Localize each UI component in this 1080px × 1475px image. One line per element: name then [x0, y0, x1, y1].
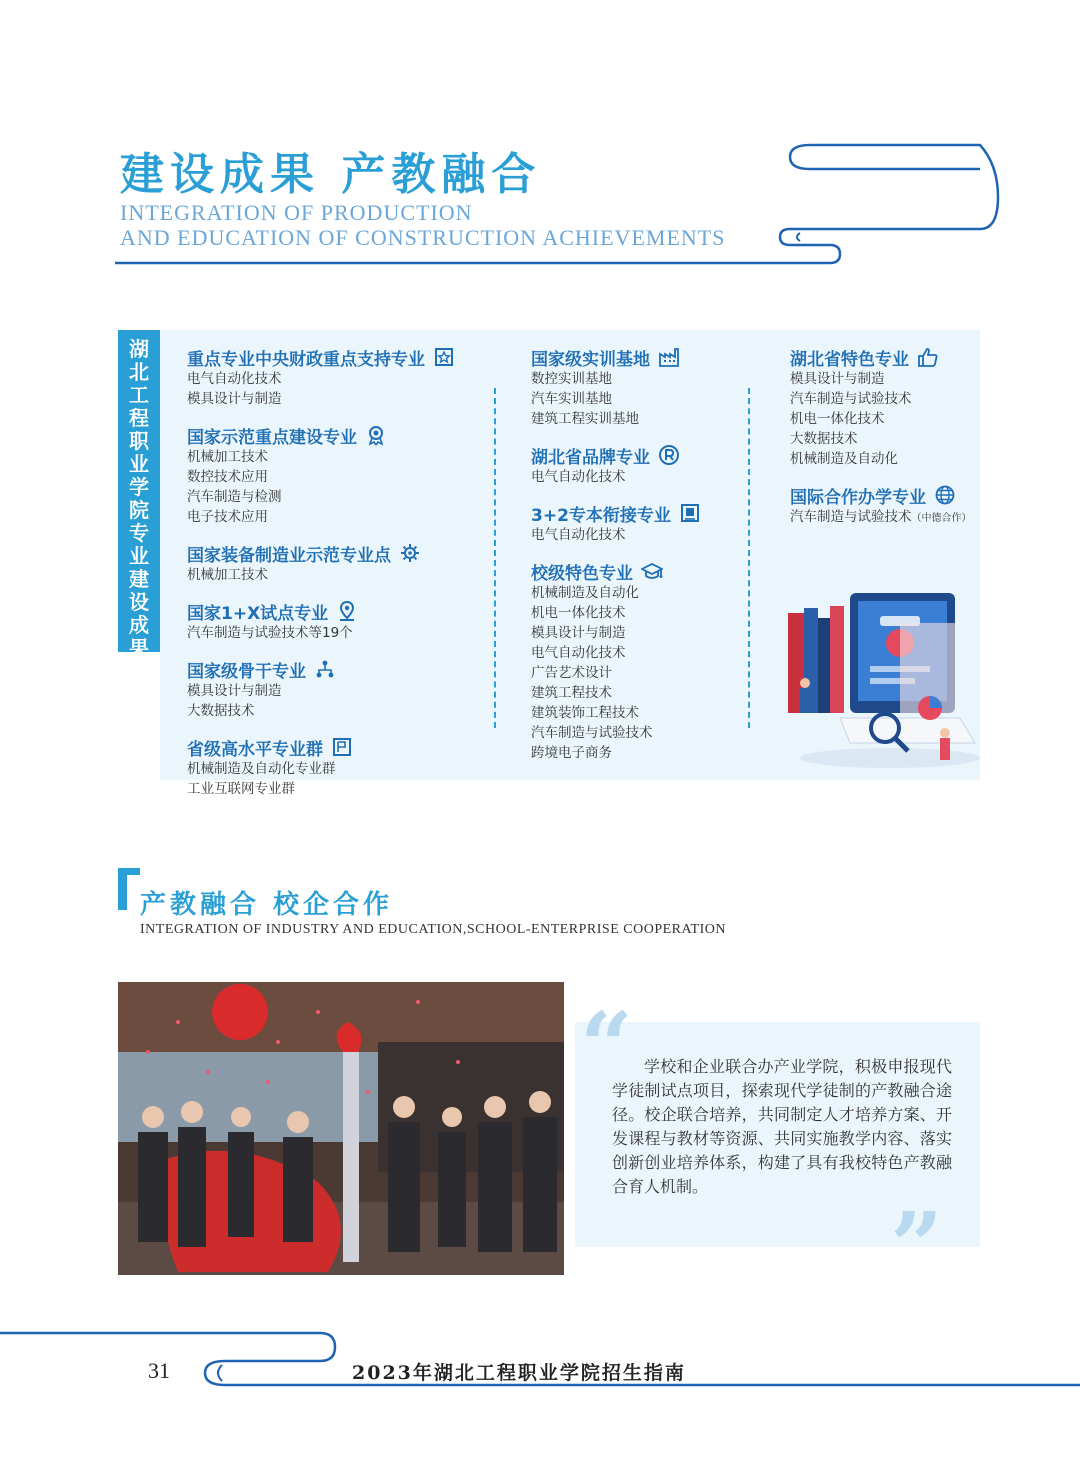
category-heading: [187, 657, 487, 681]
achievement-category: [790, 483, 980, 529]
category-item-text: 大数据技术: [790, 431, 858, 447]
star-square-icon: [433, 346, 455, 368]
section-accent-bar: [118, 868, 140, 875]
category-item-text: 数控实训基地: [531, 371, 612, 387]
category-title: 重点专业中央财政重点支持专业: [187, 349, 425, 370]
open-quote-icon: “: [580, 992, 633, 1100]
category-item: [531, 369, 741, 389]
category-item: [531, 703, 741, 723]
category-item-text: 电气自动化技术: [531, 469, 626, 485]
category-title: 国际合作办学专业: [790, 487, 926, 508]
category-item: [187, 507, 487, 527]
category-item: [531, 389, 741, 409]
category-item-text: 大数据技术: [187, 703, 255, 719]
award-ribbon-icon: [365, 424, 387, 446]
achievements-column-1: [187, 345, 487, 799]
thumbs-up-icon: [917, 346, 939, 368]
category-item-text: 模具设计与制造: [531, 625, 626, 641]
category-heading: [187, 599, 487, 623]
flag-square-icon: [331, 736, 353, 758]
category-title: 国家级骨干专业: [187, 661, 306, 682]
category-item: [187, 467, 487, 487]
category-title: 国家1+X试点专业: [187, 603, 329, 624]
category-heading: [531, 501, 741, 525]
category-item-text: 汽车制造与试验技术: [790, 391, 912, 407]
category-item: [187, 369, 487, 389]
category-item-text: 模具设计与制造: [790, 371, 885, 387]
category-title: 国家装备制造业示范专业点: [187, 545, 391, 566]
category-item-text: 汽车制造与检测: [187, 489, 282, 505]
tab-label-char: 程: [129, 406, 149, 430]
category-item-text: 跨境电子商务: [531, 745, 612, 761]
category-heading: [187, 735, 487, 759]
category-item-text: 建筑工程技术: [531, 685, 612, 701]
category-item-text: 电气自动化技术: [531, 527, 626, 543]
category-item: [187, 623, 487, 643]
category-title: 湖北省品牌专业: [531, 447, 650, 468]
category-item: [790, 389, 980, 409]
gear-icon: [399, 542, 421, 564]
factory-icon: [658, 346, 680, 368]
category-item: [187, 779, 487, 799]
category-item: [187, 701, 487, 721]
category-item-text: 电子技术应用: [187, 509, 268, 525]
footer-title: 2023年湖北工程职业学院招生指南: [352, 1362, 686, 1384]
books-illustration: [780, 568, 980, 773]
category-item-note: （中德合作）: [911, 513, 972, 524]
category-item: [531, 583, 741, 603]
category-item: [790, 449, 980, 469]
category-heading: [531, 345, 741, 369]
page-subtitle-line1: INTEGRATION OF PRODUCTION: [120, 200, 473, 225]
category-title: 国家示范重点建设专业: [187, 427, 357, 448]
section-title: 产教融合 校企合作: [140, 890, 394, 920]
category-item: [531, 409, 741, 429]
category-title: 湖北省特色专业: [790, 349, 909, 370]
category-item: [187, 389, 487, 409]
achievement-category: [187, 423, 487, 527]
tab-label-char: 专: [129, 521, 149, 545]
tab-label-char: 业: [129, 452, 149, 476]
category-item-text: 数控技术应用: [187, 469, 268, 485]
achievement-category: [531, 501, 741, 545]
category-item-text: 建筑工程实训基地: [531, 411, 639, 427]
tab-label-char: 果: [129, 636, 149, 660]
tab-label-char: 湖: [129, 337, 149, 361]
category-item-text: 工业互联网专业群: [187, 781, 295, 797]
category-item: [531, 743, 741, 763]
achievement-category: [531, 443, 741, 487]
achievement-category: [531, 559, 741, 763]
category-item-text: 机械制造及自动化: [531, 585, 639, 601]
category-item-text: 机械制造及自动化专业群: [187, 761, 336, 777]
category-item: [531, 683, 741, 703]
tab-label-char: 建: [129, 567, 149, 591]
category-item: [187, 565, 487, 585]
category-heading: [531, 443, 741, 467]
column-divider: [748, 388, 750, 728]
category-item: [790, 409, 980, 429]
vertical-tab-label: [118, 330, 160, 660]
tab-label-char: 职: [129, 429, 149, 453]
category-item: [187, 681, 487, 701]
category-title: 国家级实训基地: [531, 349, 650, 370]
close-quote-icon: ”: [890, 1192, 943, 1300]
page-number: 31: [148, 1358, 170, 1383]
category-item: [531, 643, 741, 663]
category-item-text: 模具设计与制造: [187, 391, 282, 407]
category-item: [531, 623, 741, 643]
category-item: [531, 663, 741, 683]
category-item: [790, 369, 980, 389]
category-item: [187, 759, 487, 779]
section-subtitle: INTEGRATION OF INDUSTRY AND EDUCATION,SCHOOL-ENTERPRISE COOPERATION: [140, 922, 726, 937]
tab-label-char: 成: [129, 613, 149, 637]
quote-text: 学校和企业联合办产业学院，积极申报现代学徒制试点项目，探索现代学徒制的产教融合途径。校企联合培养，共同制定人才培养方案、开发课程与教材等资源、共同实施教学内容、落实创新创业培养体系，构建了具有我校特色产教融合育人机制。: [612, 1057, 952, 1196]
ceremony-photo: [118, 982, 564, 1275]
category-item: [531, 603, 741, 623]
category-item-text: 建筑装饰工程技术: [531, 705, 639, 721]
book-icon: [679, 502, 701, 524]
category-heading: [187, 345, 487, 369]
achievement-category: [187, 599, 487, 643]
category-item: [531, 525, 741, 545]
category-item: [187, 487, 487, 507]
achievements-column-2: [531, 345, 741, 763]
category-item: [790, 507, 980, 529]
registered-icon: [658, 444, 680, 466]
category-item-text: 电气自动化技术: [187, 371, 282, 387]
tab-label-char: 学: [129, 475, 149, 499]
category-item-text: 机械制造及自动化: [790, 451, 898, 467]
category-item: [790, 429, 980, 449]
category-heading: [187, 423, 487, 447]
hierarchy-icon: [314, 658, 336, 680]
achievement-category: [187, 541, 487, 585]
category-heading: [790, 483, 980, 507]
category-item: [531, 723, 741, 743]
tab-label-char: 业: [129, 544, 149, 568]
category-item-text: 机电一体化技术: [790, 411, 885, 427]
category-item-text: 机电一体化技术: [531, 605, 626, 621]
category-heading: [187, 541, 487, 565]
category-item-text: 汽车制造与试验技术: [790, 509, 912, 525]
category-title: 3+2专本衔接专业: [531, 505, 671, 526]
achievement-category: [790, 345, 980, 469]
category-item-text: 电气自动化技术: [531, 645, 626, 661]
category-item-text: 汽车制造与试验技术: [531, 725, 653, 741]
achievement-category: [187, 345, 487, 409]
category-item-text: 机械加工技术: [187, 449, 268, 465]
column-divider: [494, 388, 496, 728]
category-item-text: 汽车实训基地: [531, 391, 612, 407]
category-item: [187, 447, 487, 467]
tab-label-char: 北: [129, 360, 149, 384]
achievement-category: [187, 735, 487, 799]
category-item-text: 广告艺术设计: [531, 665, 612, 681]
tab-label-char: 工: [129, 383, 149, 407]
achievements-column-3: [790, 345, 980, 529]
tab-label-char: 院: [129, 498, 149, 522]
category-item-text: 模具设计与制造: [187, 683, 282, 699]
category-item-text: 汽车制造与试验技术等19个: [187, 625, 353, 641]
achievement-category: [531, 345, 741, 429]
tab-label-char: 设: [129, 590, 149, 614]
category-item: [531, 467, 741, 487]
globe-icon: [934, 484, 956, 506]
graduation-cap-icon: [641, 560, 663, 582]
category-item-text: 机械加工技术: [187, 567, 268, 583]
category-heading: [531, 559, 741, 583]
category-heading: [790, 345, 980, 369]
location-pin-icon: [336, 600, 358, 622]
page-title: 建设成果 产教融合: [120, 149, 542, 200]
category-title: 省级高水平专业群: [187, 739, 323, 760]
page-subtitle-line2: AND EDUCATION OF CONSTRUCTION ACHIEVEMENTS: [120, 225, 726, 250]
achievement-category: [187, 657, 487, 721]
category-title: 校级特色专业: [531, 563, 633, 584]
